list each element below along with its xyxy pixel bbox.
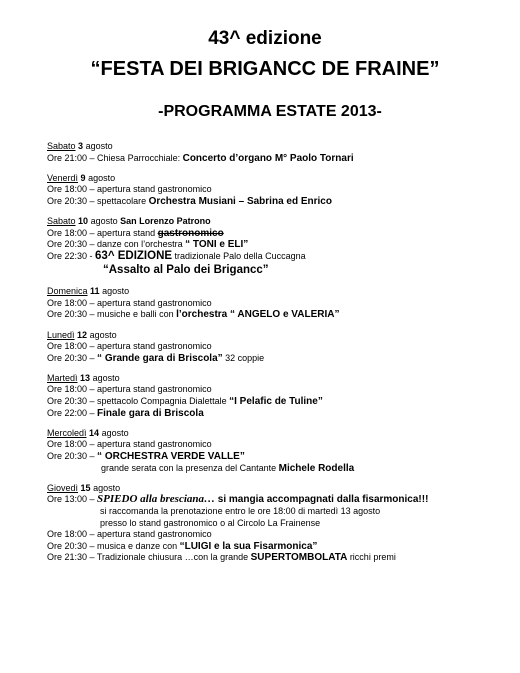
festa-title: “FESTA DEI BRIGANCC DE FRAINE” <box>90 58 440 80</box>
event-text: apertura stand gastronomico <box>97 297 212 308</box>
event-time: Ore 20:30 – <box>47 309 98 320</box>
day-name: Sabato <box>47 141 76 151</box>
event-line <box>47 494 507 506</box>
event-line <box>47 251 507 263</box>
event-line <box>47 153 507 165</box>
event-text: apertura stand gastronomico <box>97 384 212 395</box>
event-highlight: SUPERTOMBOLATA <box>250 552 348 564</box>
event-line <box>47 408 507 420</box>
event-highlight: “ ORCHESTRA VERDE VALLE” <box>97 451 245 463</box>
event-line <box>47 228 507 240</box>
event-highlight: “LUIGI e la sua Fisarmonica” <box>179 540 318 552</box>
event-time: Ore 18:00 – <box>47 227 98 238</box>
event-highlight: Orchestra Musiani – Sabrina ed Enrico <box>148 195 332 207</box>
event-highlight: “I Pelafic de Tuline” <box>229 396 323 408</box>
event-time: Ore 18:00 – <box>47 341 98 352</box>
event-line <box>47 541 507 553</box>
event-text-after: tradizionale Palo della Cuccagna <box>172 250 306 261</box>
day-number: 13 <box>80 372 91 383</box>
event-strike: gastronomico <box>157 227 224 239</box>
day-heading <box>47 216 507 228</box>
event-time: Ore 22:30 - <box>47 250 96 261</box>
day-number: 3 <box>78 141 84 151</box>
day-month: agosto <box>90 216 118 227</box>
day-heading <box>47 330 507 342</box>
day-block <box>47 141 507 164</box>
program-list <box>47 141 507 573</box>
event-line <box>47 309 507 321</box>
day-month: agosto <box>101 427 129 438</box>
event-note: presso lo stand gastronomico o al Circolo La Frainense <box>100 517 321 528</box>
event-text: musica e danze con <box>97 540 180 551</box>
day-name: Mercoledì <box>47 427 87 438</box>
event-line <box>47 396 507 408</box>
day-name: Martedì <box>47 372 78 383</box>
day-block <box>47 428 507 474</box>
event-time: Ore 20:30 – <box>47 540 98 551</box>
event-special: SPIEDO alla bresciana… <box>97 493 216 506</box>
day-number: 10 <box>78 216 89 227</box>
programma-title: -PROGRAMMA ESTATE 2013- <box>158 103 382 120</box>
event-highlight: si mangia accompagnati dalla fisarmonica!!! <box>215 494 429 506</box>
event-big: 63^ EDIZIONE <box>95 249 173 262</box>
event-text: spettacolo Compagnia Dialettale <box>97 396 230 407</box>
event-text: musiche e balli con <box>97 309 177 320</box>
day-extra: San Lorenzo Patrono <box>120 216 211 227</box>
event-note: si raccomanda la prenotazione entro le ore 18:00 di martedì 13 agosto <box>100 506 381 516</box>
day-month: agosto <box>93 482 121 493</box>
day-heading <box>47 428 507 440</box>
event-text: spettacolare <box>97 195 149 206</box>
event-time: Ore 20:30 – <box>47 352 98 363</box>
event-text: apertura stand <box>97 227 158 238</box>
event-line <box>47 196 507 208</box>
event-text: Chiesa Parrocchiale: <box>97 152 183 163</box>
event-highlight: Concerto d’organo M° Paolo Tornari <box>182 152 354 164</box>
event-time: Ore 18:00 – <box>47 439 98 450</box>
event-text: apertura stand gastronomico <box>97 341 212 352</box>
day-month: agosto <box>88 172 116 183</box>
event-highlight: l’orchestra “ ANGELO e VALERIA” <box>176 309 340 321</box>
event-line <box>47 184 507 196</box>
event-time: Ore 18:00 – <box>47 529 98 540</box>
event-highlight: Michele Rodella <box>278 462 355 474</box>
event-time: Ore 21:30 – <box>47 552 97 563</box>
header <box>0 28 520 82</box>
day-block <box>47 373 507 419</box>
event-time: Ore 18:00 – <box>47 297 98 308</box>
event-text-after: 32 coppie <box>222 352 265 363</box>
day-name: Venerdì <box>47 172 79 183</box>
day-heading <box>47 286 507 298</box>
day-number: 9 <box>80 172 86 183</box>
day-block <box>47 286 507 321</box>
day-block <box>47 173 507 208</box>
edition-title: 43^ edizione <box>208 28 322 49</box>
event-highlight: “ TONI e ELI” <box>185 239 249 251</box>
day-number: 15 <box>80 482 91 493</box>
event-text: apertura stand gastronomico <box>97 184 212 195</box>
day-month: agosto <box>85 141 113 151</box>
day-name: Lunedì <box>47 329 75 340</box>
event-time: Ore 13:00 – <box>47 494 98 505</box>
event-line <box>47 451 507 463</box>
event-time: Ore 21:00 – <box>47 152 98 163</box>
event-line <box>47 529 507 541</box>
event-time: Ore 22:00 – <box>47 407 98 418</box>
event-time: Ore 18:00 – <box>47 384 98 395</box>
event-time: Ore 20:30 – <box>47 239 98 250</box>
day-name: Sabato <box>47 216 76 227</box>
event-line <box>47 518 507 530</box>
event-highlight: Finale gara di Briscola <box>97 407 204 419</box>
event-text: apertura stand gastronomico <box>97 529 212 540</box>
event-line <box>47 353 507 365</box>
day-block <box>47 216 507 277</box>
event-line <box>47 439 507 451</box>
event-line <box>47 341 507 353</box>
day-block <box>47 330 507 365</box>
event-line <box>47 384 507 396</box>
event-line <box>47 463 507 475</box>
event-text: danze con l’orchestra <box>97 239 186 250</box>
event-highlight: “ Grande gara di Briscola” <box>97 352 223 364</box>
event-subtitle: “Assalto al Palo dei Brigancc” <box>103 263 269 276</box>
day-heading <box>47 173 507 185</box>
day-name: Domenica <box>47 286 88 297</box>
event-time: Ore 20:30 – <box>47 396 98 407</box>
event-text-after: ricchi premi <box>347 552 396 563</box>
day-name: Giovedì <box>47 482 79 493</box>
day-block <box>47 483 507 564</box>
event-line <box>47 552 507 564</box>
day-heading <box>47 141 507 153</box>
event-note: grande serata con la presenza del Cantante <box>101 462 279 473</box>
day-number: 14 <box>89 427 100 438</box>
event-time: Ore 18:00 – <box>47 184 98 195</box>
event-time: Ore 20:30 – <box>47 451 98 462</box>
day-number: 12 <box>77 329 88 340</box>
event-line <box>47 298 507 310</box>
event-text: Tradizionale chiusura …con la grande <box>96 552 251 563</box>
day-month: agosto <box>102 286 130 297</box>
day-month: agosto <box>89 329 117 340</box>
day-number: 11 <box>90 286 100 297</box>
day-month: agosto <box>92 372 120 383</box>
event-line <box>47 506 507 518</box>
day-heading <box>47 373 507 385</box>
event-text: apertura stand gastronomico <box>97 439 212 450</box>
event-time: Ore 20:30 – <box>47 195 98 206</box>
